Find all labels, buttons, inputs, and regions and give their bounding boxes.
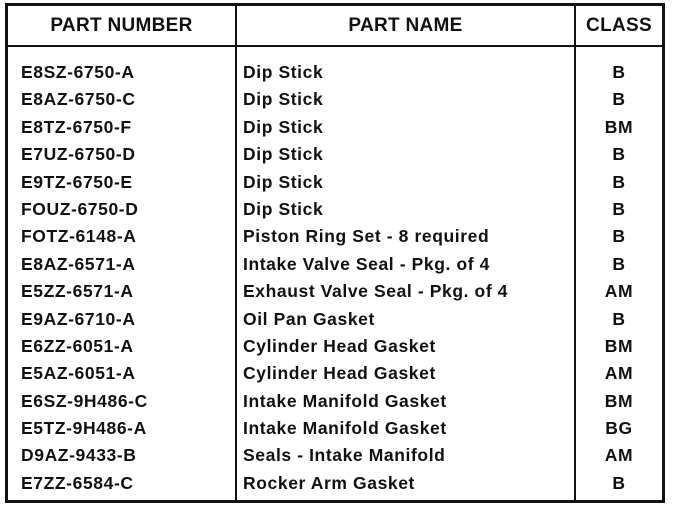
table-row (8, 141, 662, 168)
part-name-cell: Piston Ring Set - 8 required (243, 226, 490, 247)
table-row (8, 360, 662, 387)
table-body (8, 59, 662, 497)
class-cell: B (612, 144, 626, 165)
part-name-cell: Cylinder Head Gasket (243, 363, 436, 384)
part-name-cell: Cylinder Head Gasket (243, 335, 436, 356)
header-divider (8, 45, 662, 47)
class-cell: BM (604, 390, 634, 411)
table-row (8, 415, 662, 442)
part-name-cell: Dip Stick (243, 89, 324, 110)
header-part-name: PART NAME (348, 15, 463, 36)
table-row (8, 169, 662, 196)
class-cell: AM (604, 363, 634, 384)
table-row (8, 251, 662, 278)
class-cell: B (612, 198, 626, 219)
class-cell: AM (604, 281, 634, 302)
class-cell: B (612, 171, 626, 192)
class-cell: BG (605, 418, 633, 439)
part-name-cell: Intake Manifold Gasket (243, 390, 447, 411)
table-row (8, 442, 662, 469)
part-number-cell: D9AZ-9433-B (21, 445, 137, 466)
class-cell: BM (604, 116, 634, 137)
table-row (8, 59, 662, 86)
table-row (8, 388, 662, 415)
part-number-cell: FOTZ-6148-A (21, 226, 137, 247)
part-number-cell: E9AZ-6710-A (21, 308, 136, 329)
part-name-cell: Intake Manifold Gasket (243, 418, 447, 439)
table-row (8, 278, 662, 305)
part-name-cell: Exhaust Valve Seal - Pkg. of 4 (243, 281, 509, 302)
table-row (8, 306, 662, 333)
part-number-cell: E5TZ-9H486-A (21, 418, 147, 439)
part-number-cell: E7ZZ-6584-C (21, 472, 134, 493)
part-name-cell: Seals - Intake Manifold (243, 445, 446, 466)
table-row (8, 223, 662, 250)
part-name-cell: Dip Stick (243, 62, 324, 82)
part-number-cell: E5AZ-6051-A (21, 363, 136, 384)
header-class: CLASS (586, 15, 652, 36)
table-row (8, 196, 662, 223)
class-cell: B (612, 472, 626, 493)
part-name-cell: Rocker Arm Gasket (243, 472, 415, 493)
part-number-cell: E5ZZ-6571-A (21, 281, 134, 302)
part-number-cell: E8TZ-6750-F (21, 116, 132, 137)
table-row (8, 470, 662, 497)
part-number-cell: E8SZ-6750-A (21, 62, 135, 82)
parts-table (5, 3, 665, 503)
part-number-cell: FOUZ-6750-D (21, 198, 139, 219)
class-cell: B (612, 308, 626, 329)
part-name-cell: Dip Stick (243, 198, 324, 219)
table-row (8, 114, 662, 141)
class-cell: B (612, 89, 626, 110)
part-number-cell: E6ZZ-6051-A (21, 335, 134, 356)
part-name-cell: Dip Stick (243, 171, 324, 192)
part-number-cell: E8AZ-6750-C (21, 89, 136, 110)
class-cell: BM (604, 335, 634, 356)
part-name-cell: Dip Stick (243, 116, 324, 137)
class-cell: B (612, 253, 626, 274)
part-name-cell: Dip Stick (243, 144, 324, 165)
part-number-cell: E7UZ-6750-D (21, 144, 136, 165)
class-cell: B (612, 226, 626, 247)
header-part-number: PART NUMBER (50, 15, 193, 36)
part-name-cell: Intake Valve Seal - Pkg. of 4 (243, 253, 490, 274)
part-number-cell: E8AZ-6571-A (21, 253, 136, 274)
class-cell: B (612, 62, 626, 82)
part-number-cell: E9TZ-6750-E (21, 171, 133, 192)
part-number-cell: E6SZ-9H486-C (21, 390, 148, 411)
part-name-cell: Oil Pan Gasket (243, 308, 375, 329)
table-row (8, 333, 662, 360)
table-row (8, 86, 662, 113)
class-cell: AM (604, 445, 634, 466)
